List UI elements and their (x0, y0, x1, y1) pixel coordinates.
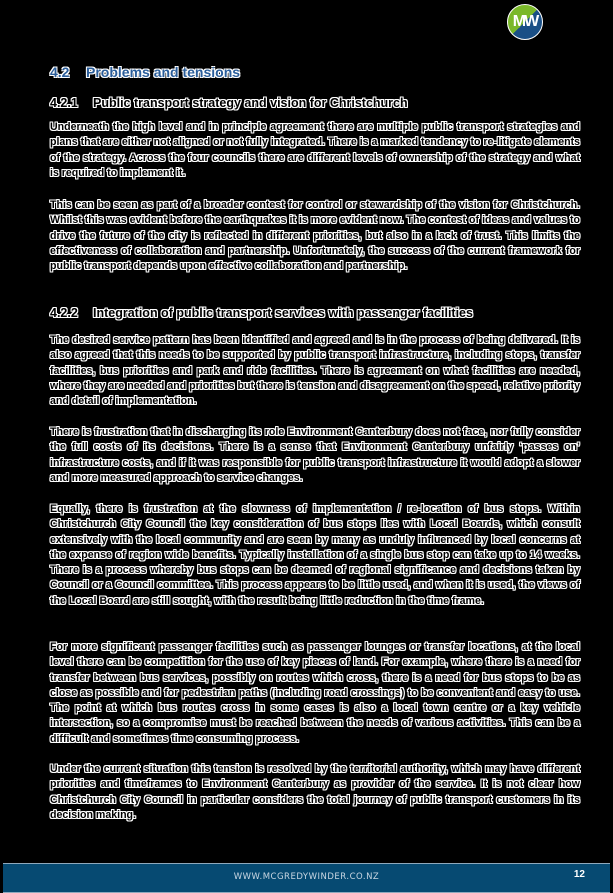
section-number: 4.2 (50, 64, 70, 80)
subsection-title: Public transport strategy and vision for Christchurch (93, 96, 408, 110)
paragraph: There is frustration that in discharging its role Environment Canterbury does not face, nor fully consider the full costs of its decisions. There is a sense that Environment Canterbury unfairly ‘passes on’ infrastructure costs, and if it was responsible for public transport infrastructure it would adopt a slower and more measured approach to service changes. (50, 426, 580, 484)
paragraph: Under the current situation this tension is resolved by the territorial authority, which may have different priorities and timeframes to Environment Canterbury as provider of the service. It is not clear how Christchurch City Council in particular considers the total journey of public transport customers in its decision making. (50, 763, 580, 821)
paragraph: For more significant passenger facilities such as passenger lounges or transfer locations, at the local level there can be competition for the use of key pieces of land. For example, where there is a need for transfer between bus services, possibly on routes which cross, there is a need for bus stops to be as close as possible and for pedestrian paths (including road crossings) to be convenient and easy to use. The point at which bus routes cross in some cases is also a local town centre or a key vehicle intersection, so a compromise must be reached between the needs of various activities. This can be a difficult and sometimes time consuming process. (50, 641, 580, 745)
paragraph: The desired service pattern has been identified and agreed and is in the process of being delivered. It is also agreed that this needs to be supported by public transport infrastructure, including stops, transfer facilities, bus priorities and park and ride facilities. There is agreement on what facilities are needed, where they are needed and priorities but there is tension and disagreement on the speed, relative priority and detail of implementation. (50, 334, 580, 408)
company-logo (507, 4, 543, 40)
section-heading (50, 64, 240, 80)
subsection-title: Integration of public transport services with passenger facilities (93, 306, 473, 320)
footer-url: WWW.MCGREDYWINDER.CO.NZ (233, 872, 380, 882)
page-footer (3, 863, 610, 893)
subsection-heading-4-2-1 (50, 96, 408, 110)
subsection-heading-4-2-2 (50, 306, 473, 320)
paragraph: This can be seen as part of a broader contest for control or stewardship of the vision for Christchurch. Whilst this was evident before the earthquakes it is more evident now. The contest of ideas and values to drive the future of the city is reflected in different priorities, but also in a lack of trust. This limits the effectiveness of collaboration and partnership. Unfortunately, the success of the current framework for public transport depends upon effective collaboration and partnership. (50, 199, 580, 273)
subsection-number: 4.2.1 (50, 96, 78, 110)
paragraph: Underneath the high level and in principle agreement there are multiple public transport strategies and plans that are either not aligned or not fully integrated. There is a marked tendency to re-litigate elements of the strategy. Across the four councils there are different levels of ownership of the strategy and what is required to implement it. (50, 121, 580, 179)
subsection-number: 4.2.2 (50, 306, 78, 320)
page-number: 12 (573, 869, 585, 880)
paragraph: Equally, there is frustration at the slowness of implementation / re-location of bus stops. Within Christchurch City Council the key consideration of bus stops lies with Local Boards, which consult extensively with the local community and are seen by many as unduly influenced by local concerns at the expense of region wide benefits. Typically installation of a single bus stop can take up to 14 weeks. There is a process whereby bus stops can be deemed of regional significance and decisions taken by Council or a Council committee. This process appears to be little used, and when it is used, the views of the Local Board are still sought, with the result being little reduction in the time frame. (50, 503, 580, 607)
logo-text: MW (512, 13, 538, 30)
section-title: Problems and tensions (86, 64, 241, 80)
